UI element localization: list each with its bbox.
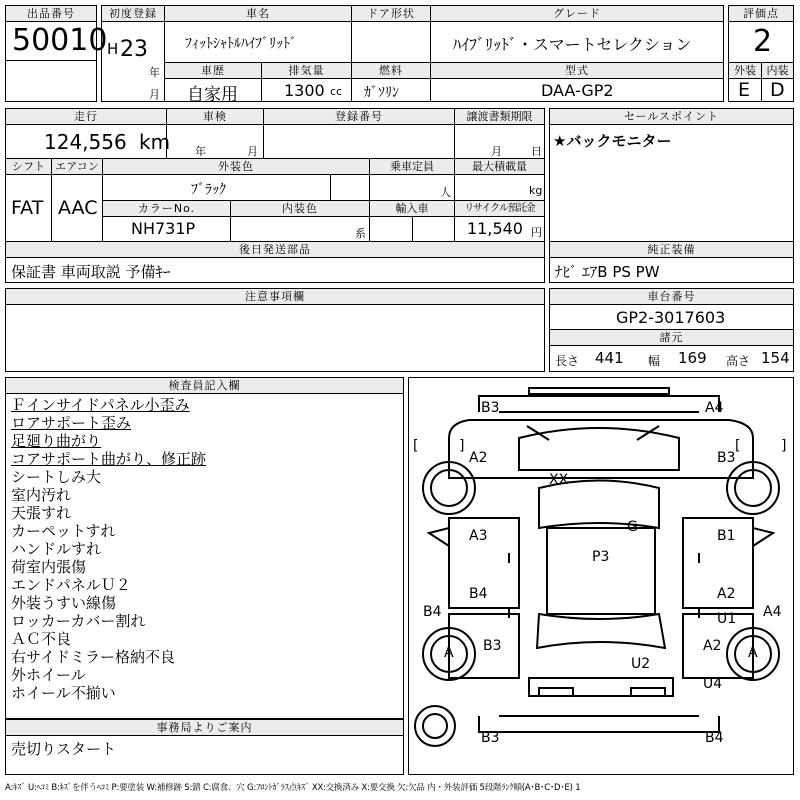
capacity-cell	[369, 174, 455, 201]
width: 169	[678, 349, 707, 367]
lot-number-label: 出品番号	[5, 5, 97, 22]
recycle-cell	[454, 216, 545, 242]
history-cell	[164, 78, 262, 105]
inspector-line: シートしみ大	[11, 468, 102, 486]
mark-a2-left: A2	[469, 450, 488, 466]
lot-number-cell	[5, 21, 108, 61]
lot-number: 50010	[12, 23, 108, 58]
transfer-month: 月	[491, 145, 502, 158]
genuine-equipment: ﾅﾋﾞ ｴｱB PS PW	[555, 263, 660, 281]
model: DAA-GP2	[541, 81, 614, 100]
grade-cell	[430, 21, 724, 63]
exterior-color-cell	[102, 174, 331, 201]
inspector-line: 足廻り曲がり	[11, 432, 102, 450]
mark-u4: U4	[703, 676, 723, 692]
model-cell	[430, 78, 724, 102]
payload-unit: kg	[529, 184, 543, 197]
model-label: 型式	[430, 62, 724, 79]
capacity-label: 乗車定員	[369, 158, 455, 175]
displacement-label: 排気量	[261, 62, 352, 79]
bracket-right-open: [	[735, 438, 741, 454]
height: 154	[761, 349, 790, 367]
history-label: 車歴	[164, 62, 262, 79]
sales-point: ★バックモニター	[553, 132, 672, 150]
lot-empty-cell	[5, 60, 97, 102]
mark-u2: U2	[631, 656, 651, 672]
exterior-grade: E	[738, 79, 751, 101]
inspector-line: エンドパネルＵ２	[11, 576, 131, 594]
fuel: ｶﾞｿﾘﾝ	[364, 85, 399, 101]
mark-b3-rear-left: B3	[483, 638, 502, 654]
mark-b4-side-left: B4	[423, 604, 442, 620]
cc-unit: cc	[330, 85, 343, 98]
first-registration-cell	[101, 21, 165, 102]
mark-a2-rear-right: A2	[703, 638, 722, 654]
payload-cell	[454, 174, 545, 201]
inspection-label: 車検	[166, 108, 264, 125]
length-label: 長さ	[555, 354, 580, 368]
chassis-cell	[549, 304, 794, 330]
import-cell-2	[412, 216, 455, 242]
mark-b4-left: B4	[469, 586, 488, 602]
history: 自家用	[187, 85, 238, 105]
car-name-label: 車名	[164, 5, 352, 22]
length: 441	[595, 349, 624, 367]
mark-wheel-a-left: A	[444, 645, 454, 661]
exterior-color: ﾌﾞﾗｯｸ	[191, 182, 226, 198]
mark-rear-left: B3	[481, 730, 500, 746]
score-cell	[728, 21, 794, 63]
later-parts: 保証書 車両取説 予備ｷｰ	[11, 263, 171, 281]
mark-b1-right: B1	[717, 528, 736, 544]
mark-a3-left: A3	[469, 528, 488, 544]
inspector-line: ロッカーカバー割れ	[11, 612, 146, 630]
later-parts-cell	[5, 257, 545, 283]
inspector-line: 室内汚れ	[11, 486, 72, 504]
interior-color-cell	[230, 216, 370, 242]
interior-color-label: 内装色	[230, 200, 370, 217]
yen-unit: 円	[531, 226, 542, 239]
first-registration-label: 初度登録	[101, 5, 165, 22]
car-name: ﾌｨｯﾄｼｬﾄﾙﾊｲﾌﾞﾘｯﾄﾞ	[185, 36, 297, 52]
import-label: 輸入車	[369, 200, 455, 217]
inspection-month: 月	[247, 145, 258, 158]
mileage-cell	[5, 124, 171, 159]
inspector-line: ホイール不揃い	[11, 684, 116, 702]
fuel-label: 燃料	[351, 62, 431, 79]
exterior-cell	[728, 78, 762, 102]
bracket-left-close: ]	[459, 438, 465, 454]
inspector-label: 検査員記入欄	[5, 377, 404, 394]
exterior-label: 外装	[728, 62, 762, 79]
shift-cell	[5, 174, 52, 242]
height-label: 高さ	[726, 354, 751, 368]
color-number-label: カラーNo.	[102, 200, 231, 217]
import-cell-1	[369, 216, 413, 242]
mark-front-right: A4	[705, 400, 724, 416]
shift: FAT	[11, 197, 44, 219]
inspector-line: 外装うすい線傷	[11, 594, 117, 612]
score: 2	[753, 24, 773, 59]
width-label: 幅	[648, 354, 661, 368]
car-name-cell	[164, 21, 352, 63]
score-label: 評価点	[728, 5, 794, 22]
bracket-left-open: [	[413, 438, 419, 454]
inspector-line: カーペットすれ	[11, 522, 116, 540]
mark-g: G	[627, 519, 638, 535]
sales-point-label: セールスポイント	[549, 108, 794, 125]
inspector-line: 天張すれ	[11, 504, 72, 522]
aircon-label: エアコン	[51, 158, 103, 175]
grade-label: グレード	[430, 5, 724, 22]
color-number-cell	[102, 216, 231, 242]
payload-label: 最大積載量	[454, 158, 545, 175]
later-parts-label: 後日発送部品	[5, 241, 545, 258]
inspector-line: ハンドルすれ	[11, 540, 102, 558]
genuine-equipment-cell	[549, 257, 794, 283]
displacement-cell	[261, 78, 352, 102]
caution-label: 注意事項欄	[5, 288, 545, 305]
exterior-color-label: 外装色	[102, 158, 370, 175]
aircon: AAC	[58, 197, 98, 219]
mark-u1-right: U1	[717, 611, 737, 627]
color-number: NH731P	[131, 219, 196, 238]
interior-color-unit: 系	[355, 227, 366, 240]
fuel-cell	[351, 78, 431, 102]
inspector-lines	[5, 394, 404, 714]
mark-wheel-a-right: A	[748, 645, 758, 661]
chassis-label: 車台番号	[549, 288, 794, 305]
recycle-fee: 11,540	[467, 219, 523, 238]
mark-a2-right: A2	[717, 586, 736, 602]
caution-cell	[5, 304, 545, 372]
inspector-line: ロアサポート歪み	[11, 414, 132, 432]
mark-rear-right: B4	[705, 730, 724, 746]
door-label: ドア形状	[351, 5, 431, 22]
registration-number-label: 登録番号	[263, 108, 455, 125]
bracket-right-close: ]	[781, 438, 787, 454]
mark-front-left: B3	[481, 400, 500, 416]
inspection-year: 年	[195, 145, 206, 158]
sales-point-cell	[549, 124, 794, 257]
inspection-cell	[166, 124, 264, 159]
mark-b3-right: B3	[717, 450, 736, 466]
era: H	[107, 40, 119, 58]
interior-label: 内装	[761, 62, 794, 79]
displacement: 1300	[284, 81, 325, 100]
shift-label: シフト	[5, 158, 52, 175]
mark-xx: XX	[549, 472, 569, 488]
grade: ﾊｲﾌﾞﾘｯﾄﾞ・スマートセレクション	[453, 35, 692, 54]
mileage: 124,556	[44, 130, 127, 154]
inspector-line: 右サイドミラー格納不良	[11, 648, 175, 666]
office-label: 事務局よりご案内	[5, 719, 404, 736]
capacity-unit: 人	[440, 186, 451, 199]
transfer-deadline-cell	[454, 124, 545, 159]
door-cell	[351, 21, 431, 63]
chassis-number: GP2-3017603	[616, 308, 726, 327]
inspector-line: ＡＣ不良	[11, 630, 72, 648]
registration-number-cell	[263, 124, 455, 159]
specs-label: 諸元	[549, 329, 794, 346]
office-text: 売切りスタート	[11, 740, 117, 758]
transfer-day: 日	[531, 145, 542, 158]
interior-grade: D	[770, 79, 785, 101]
recycle-label: リサイクル預託金	[454, 200, 545, 217]
mark-p3: P3	[592, 549, 610, 565]
inspector-line: Ｆインサイドパネル小歪み	[11, 396, 190, 414]
inspector-line: 荷室内張傷	[11, 558, 87, 576]
reg-year: 23	[120, 37, 148, 62]
interior-cell	[761, 78, 794, 102]
office-cell	[5, 735, 404, 775]
exterior-color-extra	[330, 174, 370, 201]
transfer-deadline-label: 譲渡書類期限	[454, 108, 545, 125]
month-unit: 月	[149, 88, 160, 101]
km-unit: km	[139, 130, 171, 154]
mark-a4-side-right: A4	[763, 604, 782, 620]
car-diagram	[408, 377, 794, 775]
mileage-label: 走行	[5, 108, 167, 125]
inspector-line: コアサポート曲がり、修正跡	[11, 450, 207, 468]
aircon-cell	[51, 174, 103, 242]
year-unit: 年	[149, 66, 160, 79]
inspector-line: 外ホイール	[11, 666, 86, 684]
genuine-equipment-label: 純正装備	[549, 241, 794, 258]
legend-text: A:ｷｽﾞ U:ﾍｺﾐ B:ｷｽﾞを伴うﾍｺﾐ P:要塗装 W:補修跡 S:錆 C:腐食、穴 G:ﾌﾛﾝﾄｶﾞﾗｽ点ｷｽﾞ XX:交換済み X:要交換 欠:欠品 内・外装評価 5段階ﾗﾝｸ順(A･B･C･D･E) 1	[5, 783, 581, 793]
specs-cell	[549, 345, 794, 372]
